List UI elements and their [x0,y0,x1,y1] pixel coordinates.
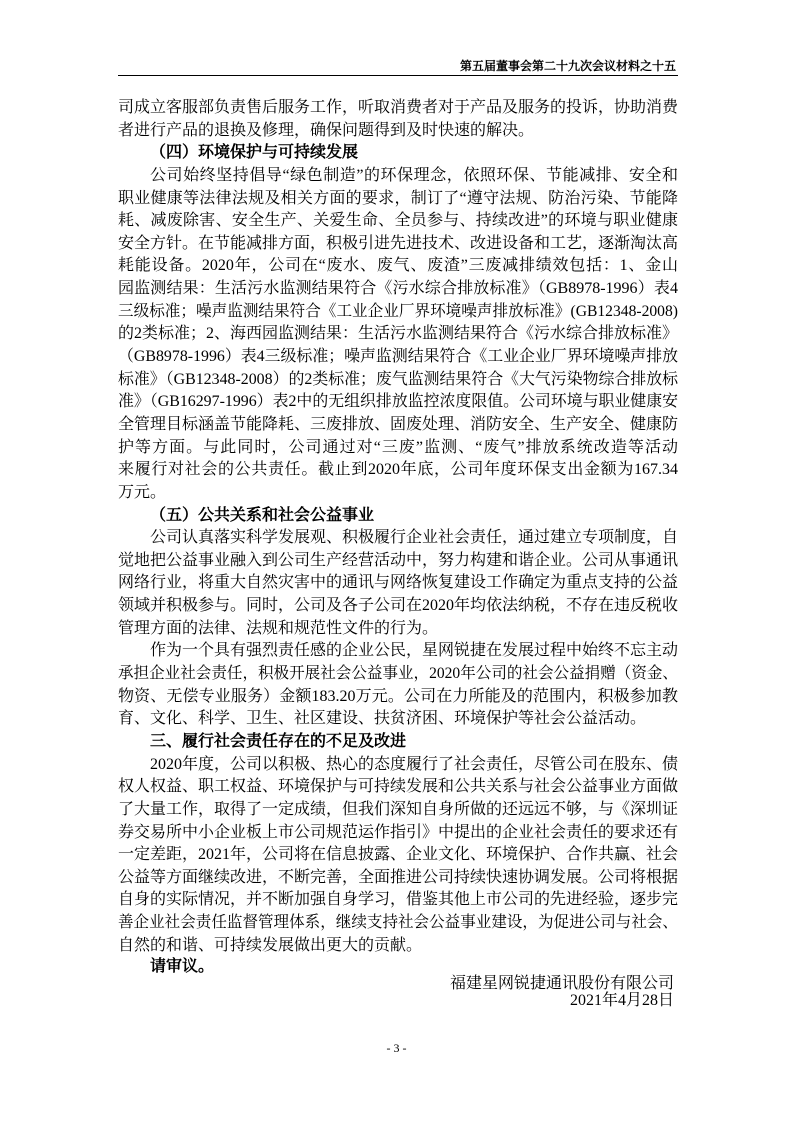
body-line: 网络行业，将重大自然灾害中的通讯与网络恢复建设工作确定为重点支持的公益 [118,574,678,592]
review-request: 请审议。 [150,958,215,975]
body-line: 物资、无偿专业服务）金额183.20万元。公司在力所能及的范围内，积极参加教 [118,687,678,705]
header-title: 第五届董事会第二十九次会议材料之十五 [459,59,676,73]
closing-block [118,958,674,1009]
company-name: 福建星网锐捷通讯股份有限公司 [449,975,674,992]
body-line: 公司认真落实科学发展观、积极履行企业社会责任，通过建立专项制度，自 [150,529,678,547]
body-text [118,97,678,957]
section-heading-improvement: 三、履行社会责任存在的不足及改进 [150,732,407,750]
body-line: 准》（GB16297-1996）表2中的无组织排放监控浓度限值。公司环境与职业健康安 [118,393,678,411]
body-line: 自然的和谐、可持续发展做出更大的贡献。 [118,936,423,954]
body-line: 耗能设备。2020年，公司在“废水、废气、废渣”三废减排绩效包括：1、金山 [118,257,678,275]
body-line: 来履行对社会的公共责任。截止到2020年底，公司年度环保支出金额为167.34 [118,461,678,479]
body-line: 公益等方面继续改进，不断完善，全面推进公司持续快速协调发展。公司将根据 [118,868,678,886]
body-line: 2020年度，公司以积极、热心的态度履行了社会责任，尽管公司在股东、债 [150,755,678,773]
body-line: 职业健康等法律法规及相关方面的要求，制订了“遵守法规、防治污染、节能降 [118,189,678,207]
page-number: - 3 - [386,1041,407,1055]
body-line: （GB8978-1996）表4三级标准；噪声监测结果符合《工业企业厂界环境噪声排放 [118,348,678,366]
header-rule [118,75,678,76]
section-heading-public-welfare: （五）公共关系和社会公益事业 [150,506,375,524]
body-line: 的2类标准；2、海西园监测结果：生活污水监测结果符合《污水综合排放标准》 [118,325,678,343]
body-line: 园监测结果：生活污水监测结果符合《污水综合排放标准》（GB8978-1996）表4 [118,280,678,298]
body-line: 安全方针。在节能减排方面，积极引进先进技术、改进设备和工艺，逐渐淘汰高 [118,234,678,252]
signature-date: 2021年4月28日 [569,992,674,1009]
body-line: 司成立客服部负责售后服务工作，听取消费者对于产品及服务的投诉，协助消费 [118,99,678,116]
body-line: 全管理目标涵盖节能降耗、三废排放、固废处理、消防安全、生产安全、健康防 [118,415,678,433]
body-line: 承担企业社会责任，积极开展社会公益事业，2020年公司的社会公益捐赠（资金、 [118,665,678,683]
body-line: 券交易所中小企业板上市公司规范运作指引》中提出的企业社会责任的要求还有 [118,823,678,841]
body-line: 权人权益、职工权益、环境保护与可持续发展和公共关系与社会公益事业方面做 [118,778,678,796]
body-line: 者进行产品的退换及修理，确保问题得到及时快速的解决。 [118,121,535,139]
body-line: 万元。 [118,483,167,501]
body-line: 了大量工作，取得了一定成绩，但我们深知自身所做的还远远不够，与《深圳证 [118,800,678,818]
body-line: 育、文化、科学、卫生、社区建设、扶贫济困、环境保护等社会公益活动。 [118,710,647,728]
body-line: 领域并积极参与。同时，公司及各子公司在2020年均依法纳税，不存在违反税收 [118,597,678,615]
section-heading-environment: （四）环境保护与可持续发展 [150,144,359,162]
body-line: 耗、减废除害、安全生产、关爱生命、全员参与、持续改进”的环境与职业健康 [118,212,678,230]
body-line: 一定差距，2021年，公司将在信息披露、企业文化、环境保护、合作共赢、社会 [118,846,678,864]
body-line: 觉地把公益事业融入到公司生产经营活动中，努力构建和谐企业。公司从事通讯 [118,551,678,569]
body-line: 标准》（GB12348-2008）的2类标准；废气监测结果符合《大气污染物综合排放标 [118,370,678,388]
body-line: 三级标准；噪声监测结果符合《工业企业厂界环境噪声排放标准》(GB12348-2008) [118,302,678,320]
body-line: 作为一个具有强烈责任感的企业公民，星网锐捷在发展过程中始终不忘主动 [150,642,678,660]
body-line: 公司始终坚持倡导“绿色制造”的环保理念，依照环保、节能减排、安全和 [150,166,678,184]
body-line: 管理方面的法律、法规和规范性文件的行为。 [118,619,439,637]
body-line: 自身的实际情况，并不断加强自身学习，借鉴其他上市公司的先进经验，逐步完 [118,891,678,909]
body-line: 善企业社会责任监督管理体系，继续支持社会公益事业建设，为促进公司与社会、 [118,914,678,932]
body-line: 护等方面。与此同时，公司通过对“三废”监测、“废气”排放系统改造等活动 [118,438,678,456]
